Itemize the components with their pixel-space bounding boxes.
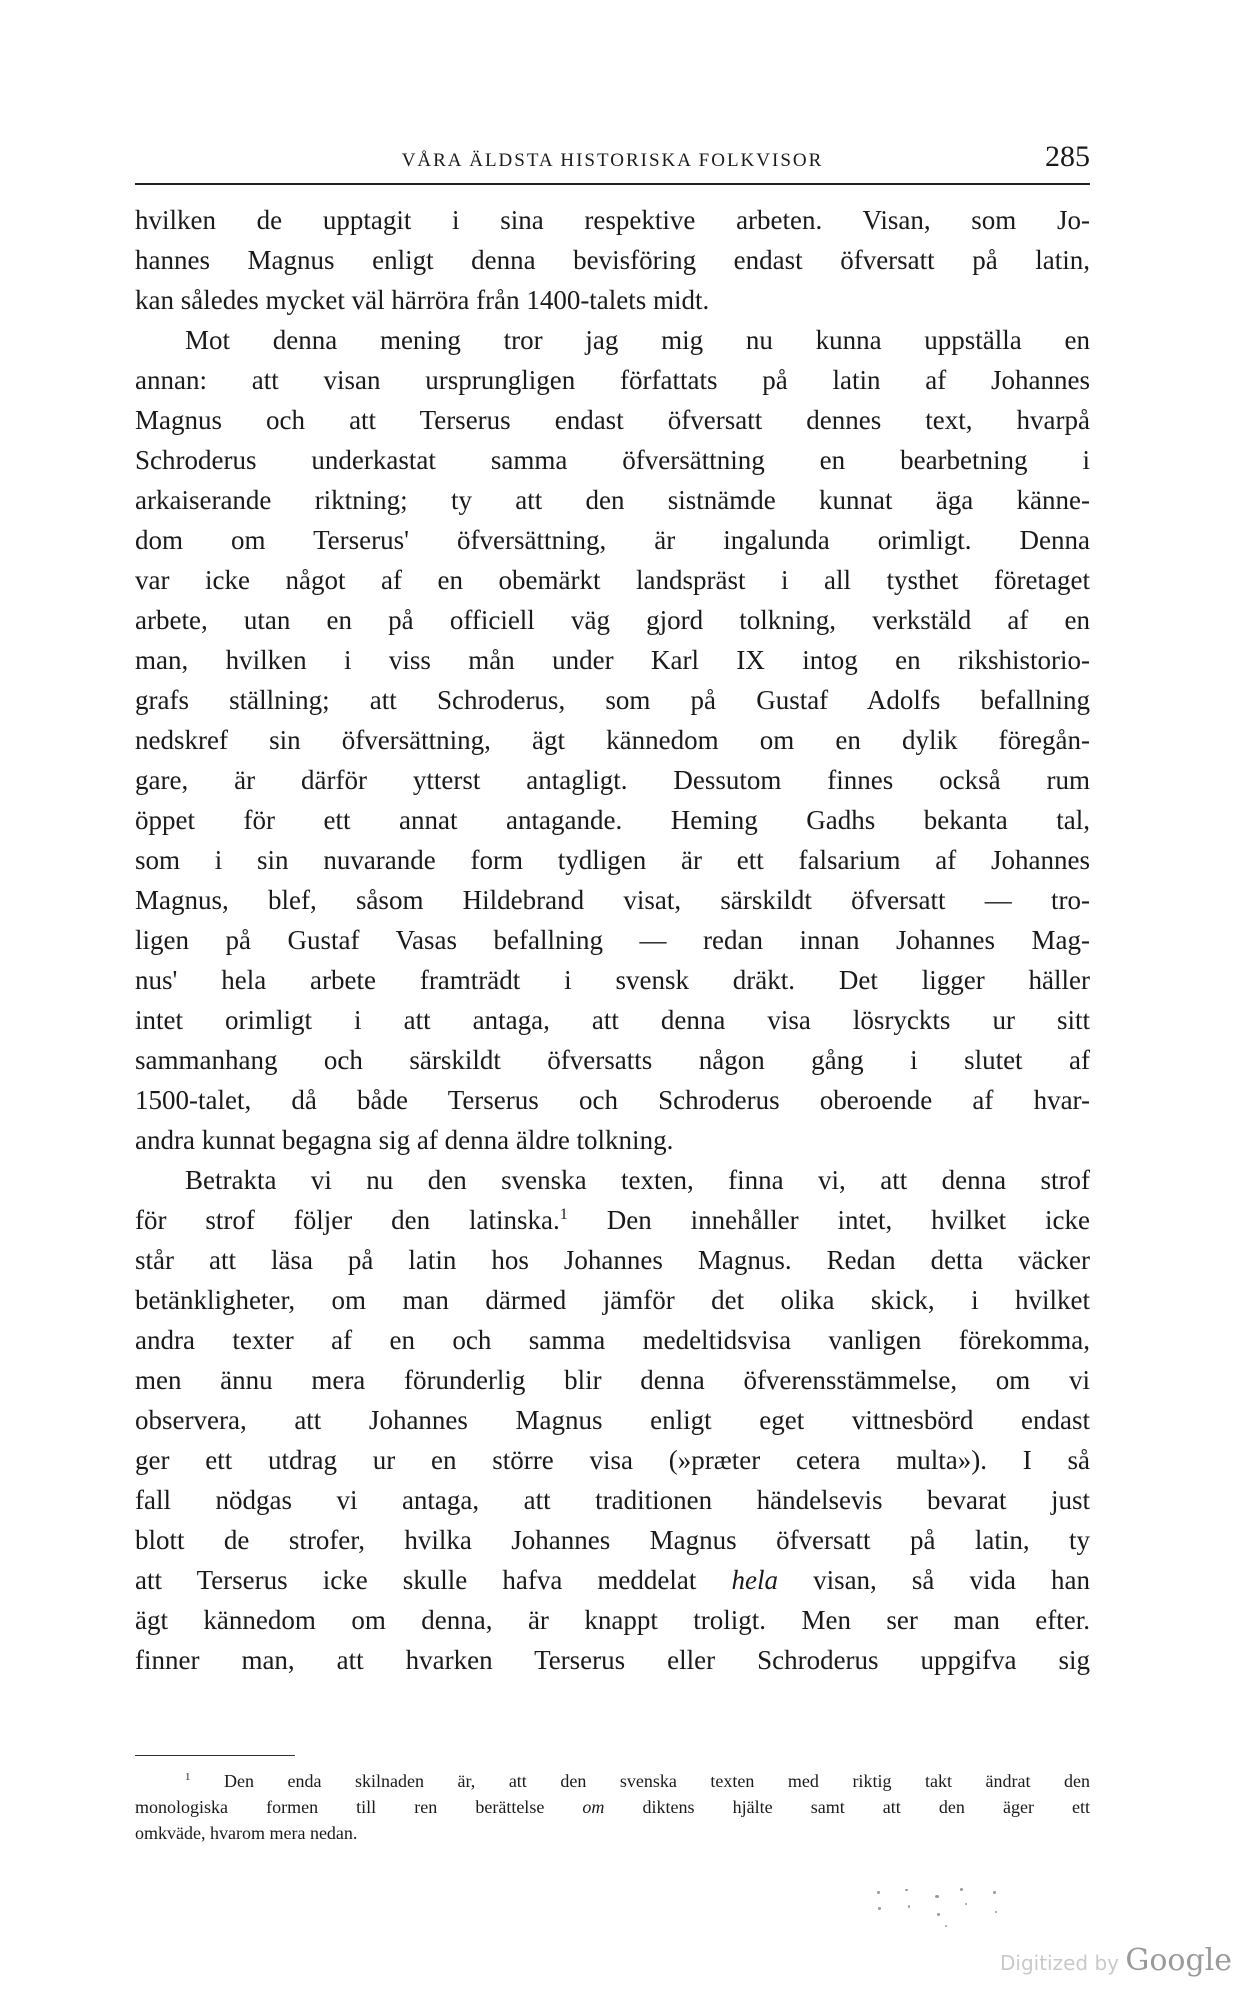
footnote-line: omkväde, hvarom mera nedan. <box>135 1823 358 1843</box>
text-line: arbete, utan en på officiell väg gjord tolkning, verkstäld af en <box>135 605 1090 635</box>
speck <box>908 1905 910 1908</box>
text-line: står att läsa på latin hos Johannes Magnus. Redan detta väcker <box>135 1245 1090 1275</box>
body-text <box>135 200 1090 1680</box>
text-line: arkaiserande riktning; ty att den sistnämde kunnat äga känne- <box>135 485 1090 515</box>
text-line: finner man, att hvarken Terserus eller Schroderus uppgifva sig <box>135 1645 1090 1675</box>
text-line: Magnus, blef, såsom Hildebrand visat, särskildt öfversatt — tro- <box>135 885 1090 915</box>
speck <box>965 1903 967 1905</box>
speck <box>995 1911 997 1913</box>
text-line: kan således mycket väl härröra från 1400-talets midt. <box>135 285 710 315</box>
speck <box>937 1913 940 1916</box>
footnote-text: monologiska formen till ren berättelse <box>135 1797 545 1817</box>
text-line: annan: att visan ursprungligen författats på latin af Johannes <box>135 365 1090 395</box>
footnote-line <box>135 1768 1090 1794</box>
footnote-text: diktens hjälte samt att den äger ett <box>642 1797 1091 1817</box>
text-line: som i sin nuvarande form tydligen är ett falsarium af Johannes <box>135 845 1090 875</box>
text-line: Schroderus underkastat samma öfversättning en bearbetning i <box>135 445 1090 475</box>
footnote-rule <box>135 1755 295 1756</box>
footnote-italic-word: om <box>582 1797 605 1817</box>
text-line: andra kunnat begagna sig af denna äldre tolkning. <box>135 1125 674 1155</box>
text-line: Magnus och att Terserus endast öfversatt dennes text, hvarpå <box>135 405 1090 435</box>
speck <box>878 1907 881 1910</box>
text-line: man, hvilken i viss mån under Karl IX intog en rikshistorio- <box>135 645 1090 675</box>
text-line: dom om Terserus' öfversättning, är ingalunda orimligt. Denna <box>135 525 1090 555</box>
text-line: ligen på Gustaf Vasas befallning — redan innan Johannes Mag- <box>135 925 1090 955</box>
text-line: Mot denna mening tror jag mig nu kunna uppställa en <box>185 325 1090 355</box>
text-line: nus' hela arbete framträdt i svensk dräkt. Det ligger häller <box>135 965 1090 995</box>
text-line: Betrakta vi nu den svenska texten, finna vi, att denna strof <box>185 1165 1090 1195</box>
footnote-line <box>135 1794 1090 1820</box>
text-line: öppet för ett annat antagande. Heming Gadhs bekanta tal, <box>135 805 1090 835</box>
text-line <box>135 1560 1090 1600</box>
text-line-start: att Terserus icke skulle hafva meddelat <box>135 1565 697 1595</box>
footnote-text: Den enda skilnaden är, att den svenska texten med riktig takt ändrat den <box>223 1771 1091 1791</box>
scan-specks <box>875 1885 1025 1945</box>
speck <box>993 1891 996 1894</box>
footnote <box>135 1768 1090 1846</box>
text-line: betänkligheter, om man därmed jämför det olika skick, i hvilket <box>135 1285 1090 1315</box>
text-line: sammanhang och särskildt öfversatts någon gång i slutet af <box>135 1045 1090 1075</box>
italic-word: hela <box>731 1565 778 1595</box>
watermark-brand: Google <box>1125 1943 1232 1978</box>
text-line: ger ett utdrag ur en större visa (»præter cetera multa»). I så <box>135 1445 1090 1475</box>
speck <box>960 1888 963 1891</box>
page-number: 285 <box>1045 140 1090 173</box>
text-line: hannes Magnus enligt denna bevisföring endast öfversatt på latin, <box>135 245 1090 275</box>
text-line: 1500-talet, då både Terserus och Schroderus oberoende af hvar- <box>135 1085 1090 1115</box>
text-line: observera, att Johannes Magnus enligt eget vittnesbörd endast <box>135 1405 1090 1435</box>
text-line: andra texter af en och samma medeltidsvisa vanligen förekomma, <box>135 1325 1090 1355</box>
text-line-start: för strof följer den latinska. <box>135 1205 560 1235</box>
text-line: men ännu mera förunderlig blir denna öfverensstämmelse, om vi <box>135 1365 1090 1395</box>
speck <box>877 1891 880 1894</box>
text-line-end: Den innehåller intet, hvilket icke <box>606 1205 1090 1235</box>
text-line: gare, är därför ytterst antagligt. Dessutom finnes också rum <box>135 765 1090 795</box>
text-line: blott de strofer, hvilka Johannes Magnus öfversatt på latin, ty <box>135 1525 1090 1555</box>
watermark-prefix: Digitized by <box>1000 1951 1119 1975</box>
text-line: nedskref sin öfversättning, ägt kännedom om en dylik föregån- <box>135 725 1090 755</box>
text-line: intet orimligt i att antaga, att denna visa lösryckts ur sitt <box>135 1005 1090 1035</box>
text-line: hvilken de upptagit i sina respektive arbeten. Visan, som Jo- <box>135 205 1090 235</box>
text-line: var icke något af en obemärkt landspräst i all tysthet företaget <box>135 565 1090 595</box>
text-line: grafs ställning; att Schroderus, som på Gustaf Adolfs befallning <box>135 685 1090 715</box>
text-line-end: visan, så vida han <box>813 1565 1091 1595</box>
speck <box>935 1895 939 1898</box>
text-line: ägt kännedom om denna, är knappt troligt. Men ser man efter. <box>135 1605 1090 1635</box>
text-line: fall nödgas vi antaga, att traditionen händelsevis bevarat just <box>135 1485 1090 1515</box>
footnote-reference: 1 <box>559 1205 568 1223</box>
running-header <box>135 136 1090 176</box>
digitized-watermark <box>1000 1943 1232 1978</box>
speck <box>945 1925 947 1927</box>
text-line <box>135 1200 1090 1240</box>
header-rule <box>135 183 1090 185</box>
footnote-marker: 1 <box>185 1771 191 1783</box>
running-title: VÅRA ÄLDSTA HISTORISKA FOLKVISOR <box>401 150 824 171</box>
speck <box>905 1889 908 1891</box>
